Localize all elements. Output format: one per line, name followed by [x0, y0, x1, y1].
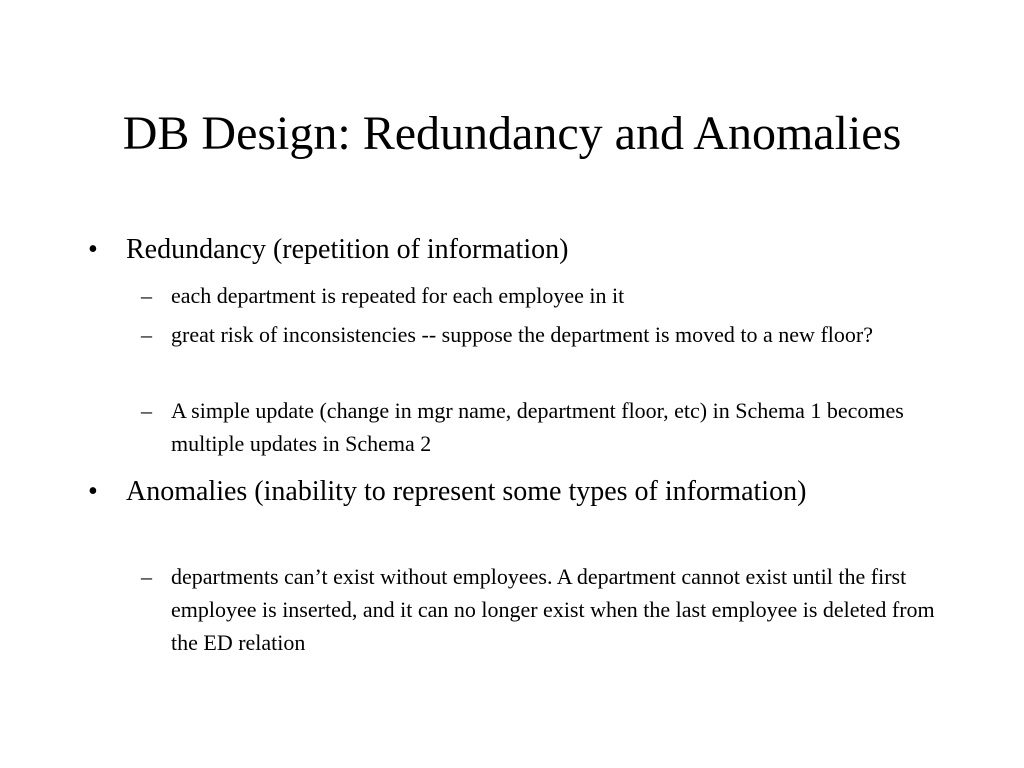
sub-bullet-text: great risk of inconsistencies -- suppose the department is moved to a new floor? [171, 322, 873, 347]
slide-title: DB Design: Redundancy and Anomalies [122, 107, 902, 160]
sub-bullet-text: departments can’t exist without employees. A department cannot exist until the first employee is inserted, and it can no longer exist when the last employee is deleted from the ED relation [171, 564, 935, 655]
sub-bullet-redundancy-2 [141, 318, 946, 351]
sub-bullet-redundancy-3 [141, 394, 946, 460]
sub-bullet-marker: – [141, 398, 152, 423]
bullet-marker: • [88, 234, 98, 265]
bullet-text: Redundancy (repetition of information) [126, 234, 569, 265]
bullet-redundancy [88, 232, 946, 268]
sub-bullet-marker: – [141, 322, 152, 347]
sub-bullet-marker: – [141, 564, 152, 589]
bullet-marker: • [88, 476, 98, 507]
sub-bullet-marker: – [141, 283, 152, 308]
sub-bullet-anomalies-1 [141, 560, 946, 659]
sub-bullet-text: A simple update (change in mgr name, department floor, etc) in Schema 1 becomes multiple updates in Schema 2 [171, 398, 904, 456]
sub-bullet-text: each department is repeated for each employee in it [171, 283, 625, 308]
bullet-text: Anomalies (inability to represent some types of information) [126, 476, 807, 507]
bullet-anomalies [88, 474, 946, 510]
sub-bullet-redundancy-1 [141, 279, 946, 312]
